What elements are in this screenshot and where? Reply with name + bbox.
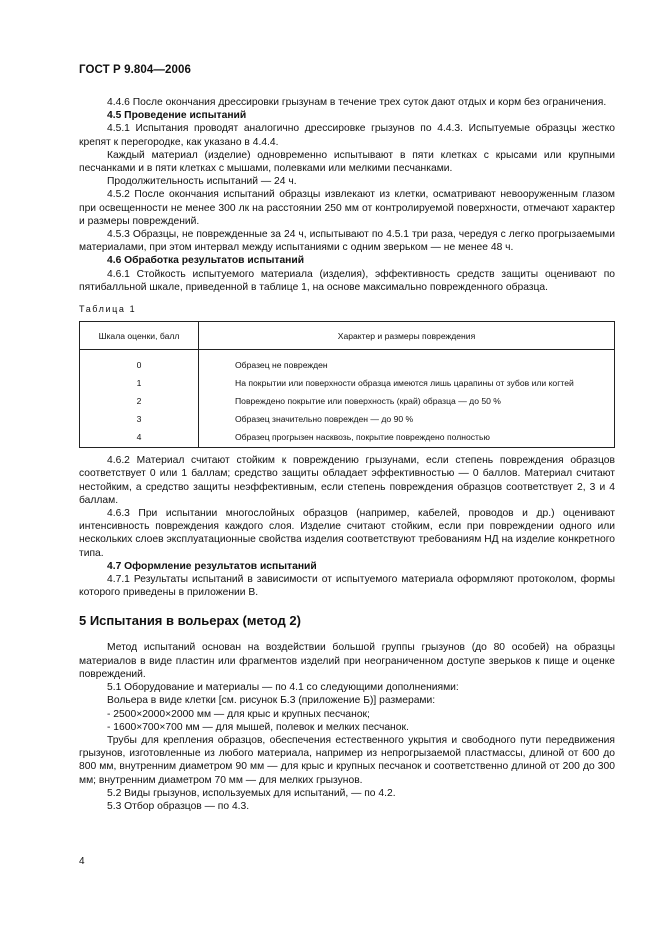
- paragraph-4-6-1: 4.6.1 Стойкость испытуемого материала (изделия), эффективность средств защиты оценивают по пятибалльной шкале, приведенной в таблице 1, на основе максимально поврежденного образца.: [79, 268, 615, 293]
- table-row: [80, 374, 615, 392]
- paragraph-4-6-2: 4.6.2 Материал считают стойким к повреждению грызунами, если степень повреждения образцов соответствует 0 или 1 баллам; средство защиты обладает эффективностью — 0 баллов. Материал считают нестойким, а средство защиты неэффективным, если степень повреждения образцов соответствует 2, 3 и 4 баллам.: [79, 455, 615, 506]
- table-cell-score: 0: [80, 350, 199, 375]
- paragraph-4-7-1: 4.7.1 Результаты испытаний в зависимости от испытуемого материала оформляют протоколом, формы которого приведены в приложении В.: [79, 574, 615, 599]
- paragraph-5-3: 5.3 Отбор образцов — по 4.3.: [107, 800, 250, 812]
- damage-scale-table: [79, 321, 615, 448]
- table-row: [80, 392, 615, 410]
- table-caption: Таблица 1: [79, 304, 137, 315]
- paragraph-5-1-c: - 1600×700×700 мм — для мышей, полевок и мелких песчанок.: [107, 721, 409, 733]
- heading-4-7: 4.7 Оформление результатов испытаний: [107, 560, 317, 572]
- paragraph-5-1: 5.1 Оборудование и материалы — по 4.1 со следующими дополнениями:: [107, 682, 459, 694]
- paragraph-5-1-d: Трубы для крепления образцов, обеспечения естественного укрытия и свободного пути передвижения грызунов, изготовленные из любого материала, например из непрогрызаемой пластмассы, длиной от 600 до 800 мм, внутренним диаметром 90 мм — для крыс и крупных песчанок и соответственно длиной от 200 до 300 мм; внутренним диаметром 70 мм — для мелких грызунов.: [79, 734, 615, 786]
- table-cell-score: 1: [80, 374, 199, 392]
- table-row: [80, 410, 615, 428]
- table-cell-description: Образец прогрызен насквозь, покрытие повреждено полностью: [199, 428, 615, 448]
- table-cell-score: 4: [80, 428, 199, 448]
- table-cell-description: Образец значительно поврежден — до 90 %: [199, 410, 615, 428]
- table-header-description: Характер и размеры повреждения: [199, 322, 615, 350]
- paragraph-5-1-a: Вольера в виде клетки [см. рисунок Б.3 (приложение Б)] размерами:: [107, 695, 436, 707]
- paragraph-4-5-3: 4.5.3 Образцы, не поврежденные за 24 ч, испытывают по 4.5.1 три раза, чередуя с легко прогрызаемыми материалами, при этом интервал между испытаниями с одним зверьком — не менее 48 ч.: [79, 229, 615, 254]
- paragraph-5-2: 5.2 Виды грызунов, используемых для испытаний, — по 4.2.: [107, 787, 396, 799]
- table-row: [80, 428, 615, 448]
- table-cell-score: 2: [80, 392, 199, 410]
- table-cell-score: 3: [80, 410, 199, 428]
- heading-4-6: 4.6 Обработка результатов испытаний: [107, 255, 305, 267]
- heading-4-5: 4.5 Проведение испытаний: [107, 110, 247, 122]
- paragraph-5-intro: Метод испытаний основан на воздействии большой группы грызунов (до 80 особей) на образцы материалов в виде пластин или фрагментов изделий при неограниченном доступе зверьков к пище и оценке повреждений.: [79, 642, 615, 680]
- paragraph-4-5-1-b: Каждый материал (изделие) одновременно испытывают в пяти клетках с крысами или крупными песчанками и в пяти клетках с мышами, полевками или мелкими песчанками.: [79, 149, 615, 175]
- paragraph-4-5-1: 4.5.1 Испытания проводят аналогично дрессировке грызунов по 4.4.3. Испытуемые образцы жестко крепят к перегородке, как указано в 4.4.4.: [79, 123, 615, 148]
- page-number: 4: [79, 856, 85, 867]
- table-cell-description: Повреждено покрытие или поверхность (край) образца — до 50 %: [199, 392, 615, 410]
- paragraph-5-1-b: - 2500×2000×2000 мм — для крыс и крупных песчанок;: [107, 708, 370, 720]
- table-cell-description: Образец не поврежден: [199, 350, 615, 375]
- document-header: ГОСТ Р 9.804—2006: [79, 64, 191, 76]
- section-5-heading: 5 Испытания в вольерах (метод 2): [79, 613, 301, 629]
- table-row: [80, 350, 615, 375]
- table-header-score: Шкала оценки, балл: [80, 322, 199, 350]
- paragraph-4-5-1-c: Продолжительность испытаний — 24 ч.: [107, 176, 297, 188]
- main-content: [79, 96, 615, 813]
- paragraph-4-4-6: 4.4.6 После окончания дрессировки грызунам в течение трех суток дают отдых и корм без ограничения.: [107, 97, 607, 108]
- paragraph-4-5-2: 4.5.2 После окончания испытаний образцы извлекают из клетки, осматривают невооруженным глазом при освещенности не менее 300 лк на расстоянии 250 мм от контролируемой поверхности, отмечают характер и размеры повреждений.: [79, 189, 615, 227]
- table-cell-description: На покрытии или поверхности образца имеются лишь царапины от зубов или когтей: [199, 374, 615, 392]
- paragraph-4-6-3: 4.6.3 При испытании многослойных образцов (например, кабелей, проводов и др.) оценивают интенсивность повреждения каждого слоя. Изделие считают стойким, если при повреждении одного или нескольких слоев эксплуатационные свойства изделия соответствуют требованиям НД на изделие конкретного типа.: [79, 508, 615, 559]
